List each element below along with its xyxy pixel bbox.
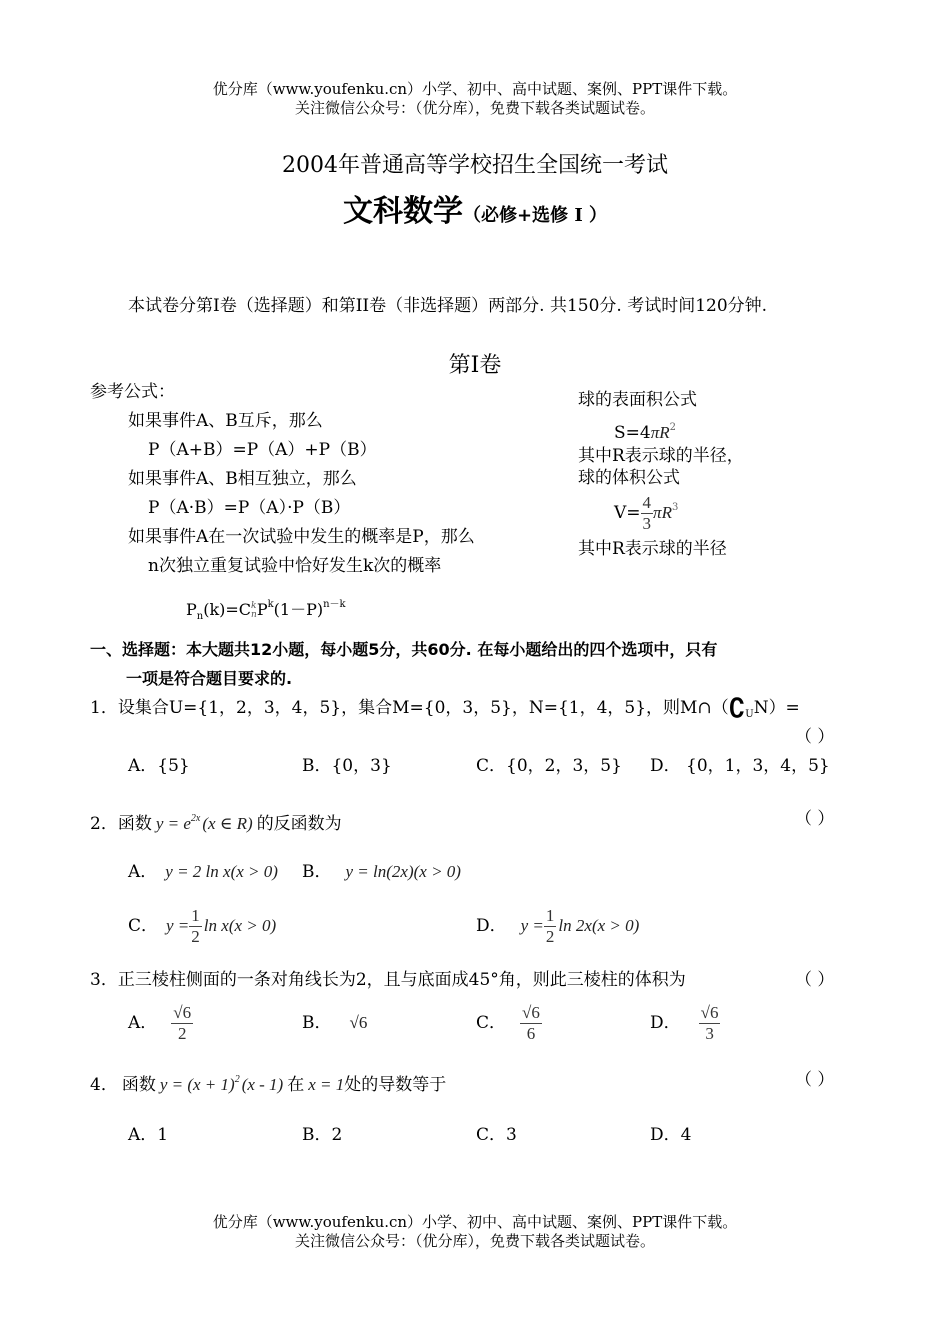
formula-left-2: P（A+B）=P（A）+P（B） [148, 440, 377, 460]
formula-left-3: 如果事件A、B相互独立，那么 [128, 469, 357, 489]
math-exponent: 2 [234, 1074, 240, 1085]
sphere-volume-title: 球的体积公式 [578, 468, 680, 488]
question-3-answer-paren[interactable]: （ ） [795, 970, 835, 990]
question-number: 3． [90, 970, 118, 990]
binomial-p-sup: k [267, 599, 274, 610]
question-text-end: 处的导数等于 [344, 1075, 447, 1095]
q4-option-b[interactable]: B．2 [302, 1125, 343, 1145]
pi-symbol: π [650, 423, 660, 442]
sphere-area-prefix: S=4 [614, 423, 651, 443]
q2-option-d[interactable] [476, 903, 639, 949]
q3-option-a[interactable] [128, 1000, 193, 1046]
option-math: y = 2 ln x(x > 0) [165, 862, 278, 881]
fraction-numerator: √6 [522, 1003, 540, 1022]
option-label: C． [128, 916, 159, 936]
subject-note: （必修+选修 I ） [462, 205, 608, 226]
option-fraction [544, 906, 557, 947]
q4-option-d[interactable]: D．4 [650, 1125, 692, 1145]
binomial-c-sup: k [251, 600, 257, 611]
part1-title: 第I卷 [448, 353, 502, 378]
option-fraction [699, 1003, 721, 1044]
question-text: 在 [287, 1075, 305, 1095]
q4-option-c[interactable]: C．3 [476, 1125, 517, 1145]
option-label: A． [128, 862, 158, 882]
binomial-sub-n: n [196, 611, 204, 622]
q2-option-a[interactable] [128, 861, 278, 883]
question-text: 函数 [117, 814, 152, 834]
sphere-area-title: 球的表面积公式 [578, 390, 697, 410]
fraction-denominator: 3 [705, 1024, 714, 1043]
question-text-end: N）= [753, 698, 800, 718]
formulas-heading: 参考公式： [90, 382, 175, 402]
fraction-numerator: 1 [191, 906, 200, 925]
q3-option-c[interactable] [476, 1000, 542, 1046]
fraction-denominator: 2 [177, 1024, 187, 1043]
math-expr: y = (x + 1) [159, 1075, 235, 1094]
question-number: 1． [90, 698, 118, 718]
option-fraction [189, 906, 202, 947]
radius-note-2: 其中R表示球的半径 [578, 539, 727, 559]
radius-symbol: R [659, 423, 670, 442]
section1-heading-2: 一项是符合题目要求的. [126, 669, 293, 688]
radius-note-1: 其中R表示球的半径， [578, 446, 744, 466]
complement-icon: ∁ [728, 694, 746, 724]
math-expr: (x - 1) [241, 1075, 284, 1094]
sphere-area-formula [614, 417, 676, 444]
option-label: D． [650, 1013, 681, 1033]
math-domain: (x ∈ R) [202, 814, 253, 833]
question-1-answer-paren[interactable]: （ ） [795, 727, 835, 747]
option-label: C． [476, 1013, 507, 1033]
math-expr: x = 1 [308, 1075, 345, 1094]
subject-name: 文科数学 [342, 194, 463, 229]
option-math: y = [520, 916, 544, 935]
option-math: y = ln(2x)(x > 0) [345, 862, 461, 881]
option-math: √6 [349, 1013, 368, 1032]
binomial-c-sub: n [251, 609, 257, 620]
sphere-volume-formula [614, 488, 678, 534]
q1-option-c[interactable]: C．{0，2，3，5} [476, 756, 622, 776]
q3-option-d[interactable] [650, 1000, 720, 1046]
question-2-stem [90, 808, 342, 835]
option-label: A． [128, 1013, 158, 1033]
option-math: ln 2x(x > 0) [558, 916, 640, 935]
binomial-p: P [186, 600, 197, 619]
q4-option-a[interactable]: A．1 [128, 1125, 169, 1145]
q1-option-d[interactable]: D． {0，1，3，4，5} [650, 756, 830, 776]
question-1-stem [90, 694, 800, 726]
binomial-rest: (1－P) [273, 600, 324, 619]
complement-sub: U [745, 709, 754, 720]
subject-title [0, 186, 950, 230]
fraction-denominator: 2 [545, 927, 555, 946]
fraction-numerator: √6 [173, 1003, 192, 1022]
option-label: B． [302, 1013, 332, 1033]
exam-intro: 本试卷分第I卷（选择题）和第II卷（非选择题）两部分. 共150分. 考试时间120分钟. [128, 296, 768, 316]
binomial-rest-sup: n－k [323, 599, 346, 610]
formula-left-4: P（A·B）=P（A）·P（B） [148, 498, 351, 518]
header-ad-line-1: 优分库（www.youfenku.cn）小学、初中、高中试题、案例、PPT课件下载。 [212, 80, 738, 98]
q1-option-b[interactable]: B．{0，3} [302, 756, 392, 776]
binomial-p2: P [256, 600, 268, 619]
radius-symbol: R [661, 503, 672, 522]
fraction-denominator: 6 [526, 1024, 536, 1043]
question-number: 4． [90, 1075, 118, 1095]
binomial-arg: (k)=C [203, 600, 252, 619]
formula-left-1: 如果事件A、B互斥，那么 [128, 411, 323, 431]
formula-left-5: 如果事件A在一次试验中发生的概率是P，那么 [128, 527, 475, 547]
footer-ad-line-2: 关注微信公众号：（优分库），免费下载各类试题试卷。 [294, 1232, 655, 1250]
fraction-numerator: 4 [642, 493, 652, 512]
binomial-formula [186, 595, 346, 622]
q2-option-b[interactable] [302, 861, 461, 883]
exam-title: 2004年普通高等学校招生全国统一考试 [282, 153, 668, 178]
header-ad-line-2: 关注微信公众号：（优分库），免费下载各类试题试卷。 [294, 99, 655, 117]
question-text: 设集合U={1，2，3，4，5}，集合M={0，3，5}，N={1，4，5}，则M∩（ [117, 698, 729, 718]
math-exponent: 2x [190, 813, 201, 824]
option-fraction [171, 1003, 193, 1044]
question-number: 2． [90, 814, 118, 834]
question-4-answer-paren[interactable]: （ ） [795, 1070, 835, 1090]
option-label: B． [302, 862, 332, 882]
fraction-numerator: √6 [700, 1003, 719, 1022]
fraction-numerator: 1 [545, 906, 555, 925]
q2-option-c[interactable] [128, 903, 276, 949]
section1-heading-1: 一、选择题：本大题共12小题，每小题5分，共60分. 在每小题给出的四个选项中，只有 [90, 640, 718, 659]
option-label: D． [476, 916, 507, 936]
option-math: ln x(x > 0) [203, 916, 277, 935]
volume-fraction [641, 493, 654, 534]
question-3-stem [90, 969, 686, 991]
question-4-stem [90, 1069, 446, 1096]
formula-left-6: n次独立重复试验中恰好发生k次的概率 [148, 556, 442, 576]
q3-option-b[interactable] [302, 1000, 367, 1046]
volume-exponent: 3 [671, 502, 679, 513]
question-text: 正三棱柱侧面的一条对角线长为2，且与底面成45°角，则此三棱柱的体积为 [117, 970, 686, 990]
question-text-end: 的反函数为 [256, 814, 342, 834]
fraction-denominator: 2 [191, 927, 200, 946]
question-text: 函数 [121, 1075, 156, 1095]
question-2-answer-paren[interactable]: （ ） [795, 809, 835, 829]
area-exponent: 2 [669, 422, 677, 433]
sphere-volume-prefix: V= [614, 503, 641, 523]
q1-option-a[interactable]: A．{5} [128, 756, 190, 776]
footer-ad-line-1: 优分库（www.youfenku.cn）小学、初中、高中试题、案例、PPT课件下载。 [212, 1213, 738, 1231]
math-expr: y = e [155, 814, 191, 833]
option-fraction [520, 1003, 542, 1044]
pi-symbol: π [653, 503, 662, 522]
fraction-denominator: 3 [642, 514, 652, 533]
option-math: y = [166, 916, 190, 935]
